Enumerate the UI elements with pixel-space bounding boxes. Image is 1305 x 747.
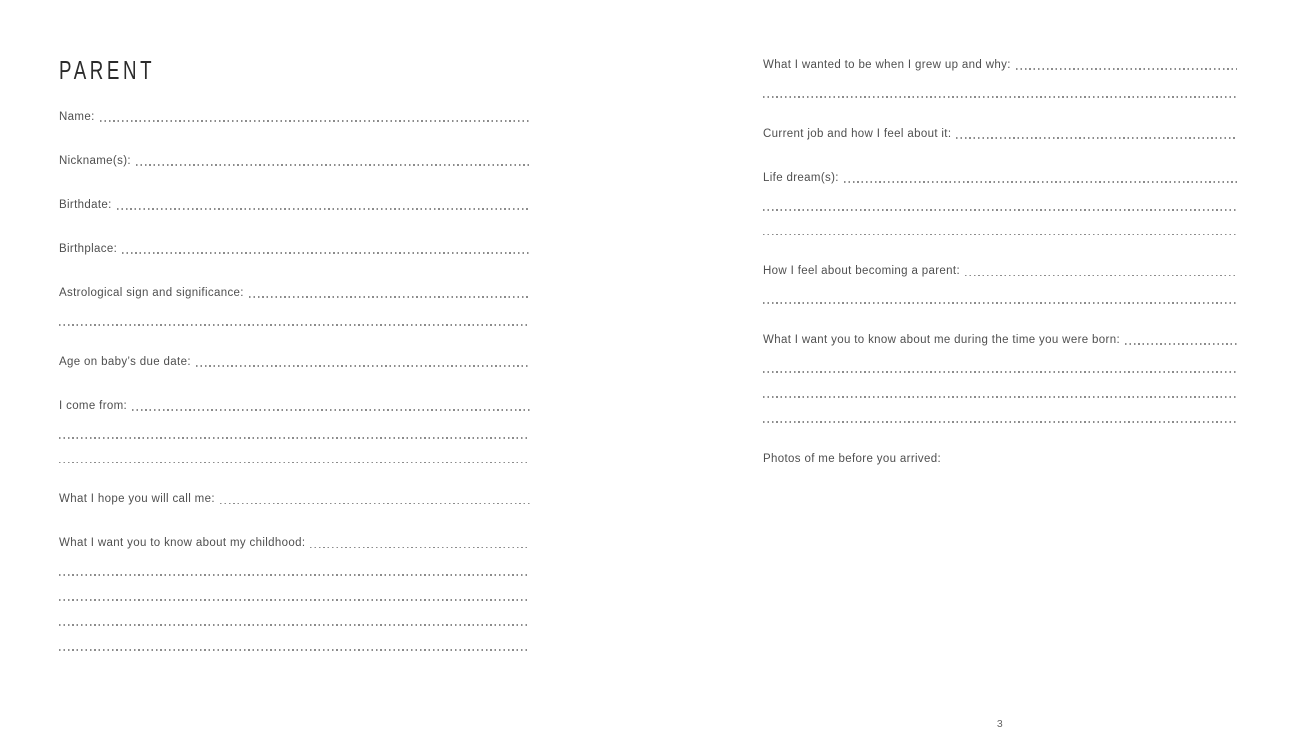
field-label: I come from:	[59, 399, 128, 412]
field-label-row	[763, 332, 1237, 348]
form-field	[59, 491, 530, 507]
field-label-row	[59, 354, 530, 370]
field-label: Current job and how I feel about it:	[763, 127, 952, 140]
form-field	[59, 109, 530, 125]
field-label: Birthdate:	[59, 199, 112, 211]
form-field	[59, 285, 530, 326]
dotted-continuation-line	[59, 599, 530, 601]
field-label-row	[763, 263, 1237, 279]
form-field	[59, 398, 530, 464]
form-field	[59, 354, 530, 370]
dotted-continuation-line	[763, 234, 1237, 236]
dotted-answer-line	[122, 252, 530, 254]
field-label-row	[59, 285, 530, 301]
dotted-answer-line	[1125, 343, 1237, 345]
dotted-continuation-line	[59, 324, 530, 326]
dotted-answer-line	[965, 275, 1237, 277]
form-field	[763, 263, 1237, 304]
field-label-row	[59, 197, 530, 213]
dotted-continuation-line	[763, 421, 1237, 423]
left-page	[59, 57, 530, 651]
dotted-continuation-line	[59, 624, 530, 626]
field-label: Nickname(s):	[59, 155, 131, 167]
field-label-row	[59, 109, 530, 125]
field-label-row	[763, 451, 1237, 467]
dotted-answer-line	[956, 137, 1237, 139]
field-label: Photos of me before you arrived:	[763, 452, 942, 465]
dotted-continuation-line	[59, 462, 530, 464]
field-label-row	[59, 398, 530, 414]
right-fields-list	[763, 57, 1237, 467]
form-field	[59, 197, 530, 213]
field-label-row	[763, 57, 1237, 73]
dotted-continuation-line	[763, 396, 1237, 398]
field-label: Birthplace:	[59, 243, 118, 255]
dotted-answer-line	[117, 208, 530, 210]
dotted-continuation-line	[763, 209, 1237, 211]
field-label-row	[59, 491, 530, 507]
field-label: What I hope you will call me:	[59, 493, 215, 506]
field-label-row	[763, 126, 1237, 142]
form-field	[763, 170, 1237, 236]
form-field	[59, 241, 530, 257]
dotted-answer-line	[132, 409, 530, 411]
field-label: Age on baby’s due date:	[59, 355, 191, 368]
page-number: 3	[996, 718, 1004, 730]
field-label-row	[59, 241, 530, 257]
dotted-answer-line	[844, 181, 1237, 183]
dotted-answer-line	[310, 547, 530, 549]
dotted-continuation-line	[59, 437, 530, 439]
field-label-row	[59, 535, 530, 551]
form-field	[763, 332, 1237, 422]
field-label-row	[59, 153, 530, 169]
field-label: What I want you to know about me during the time you were born:	[763, 334, 1121, 347]
field-label: What I wanted to be when I grew up and why:	[763, 59, 1011, 71]
form-field	[59, 153, 530, 169]
field-label: How I feel about becoming a parent:	[763, 265, 961, 278]
field-label-row	[763, 170, 1237, 186]
form-field	[59, 535, 530, 650]
dotted-continuation-line	[763, 371, 1237, 373]
dotted-answer-line	[220, 503, 530, 505]
dotted-answer-line	[249, 296, 530, 298]
dotted-answer-line	[196, 365, 530, 367]
form-field	[763, 451, 1237, 467]
left-fields-list	[59, 109, 530, 651]
field-label: What I want you to know about my childhood:	[59, 537, 306, 550]
dotted-continuation-line	[763, 96, 1237, 98]
page-title: PARENT	[59, 55, 156, 85]
dotted-answer-line	[100, 120, 530, 122]
dotted-answer-line	[136, 164, 530, 166]
dotted-answer-line	[1016, 68, 1237, 70]
field-label: Name:	[59, 111, 95, 123]
dotted-continuation-line	[763, 302, 1237, 304]
dotted-continuation-line	[59, 574, 530, 576]
dotted-continuation-line	[59, 649, 530, 651]
right-page	[763, 57, 1237, 467]
field-label: Life dream(s):	[763, 171, 839, 184]
form-field	[763, 126, 1237, 142]
field-label: Astrological sign and significance:	[59, 287, 244, 299]
form-field	[763, 57, 1237, 98]
